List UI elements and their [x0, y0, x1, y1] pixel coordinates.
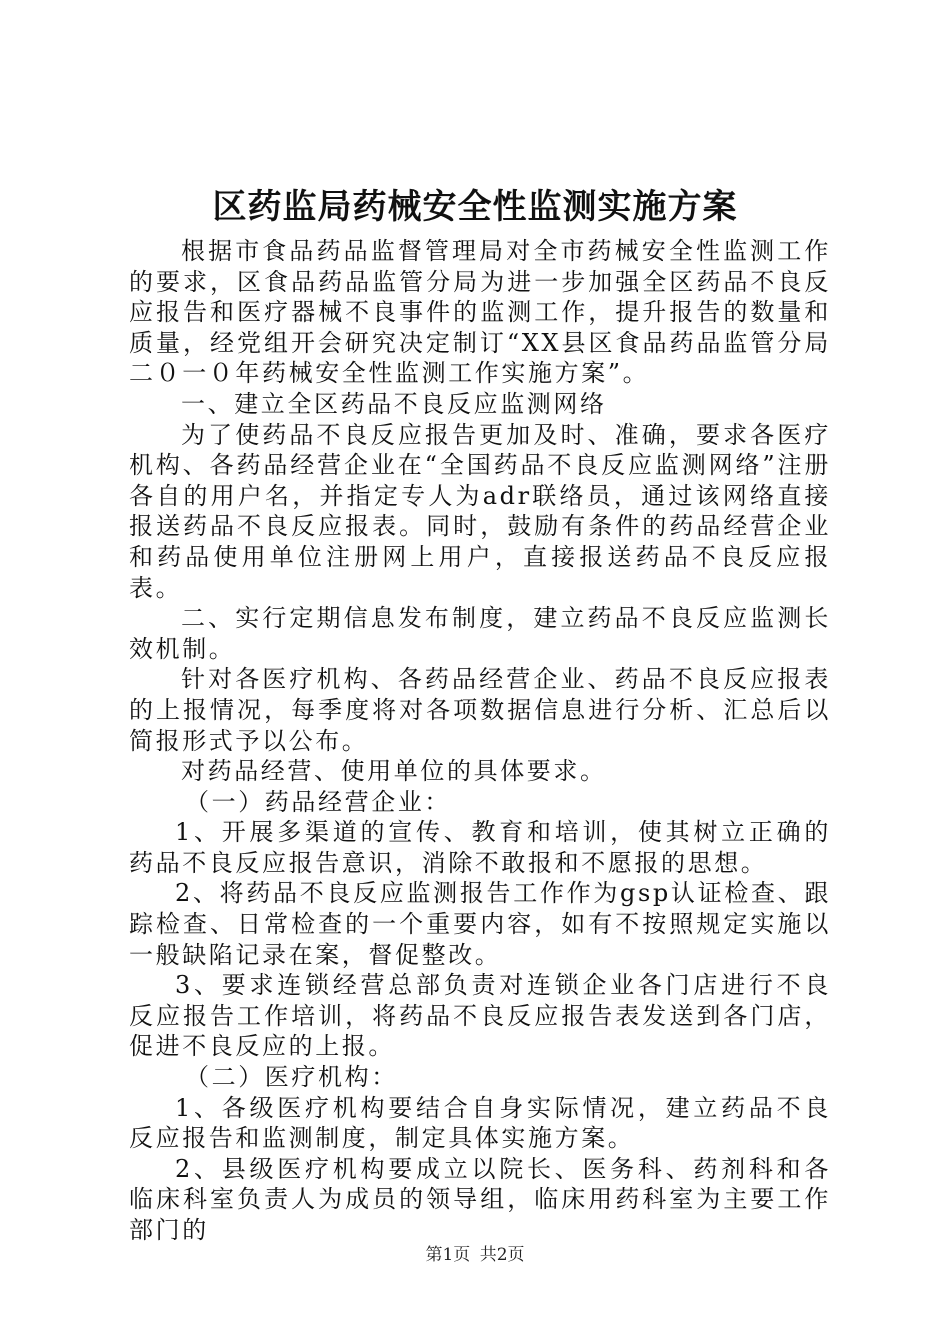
paragraph-network: 为了使药品不良反应报告更加及时、准确，要求各医疗机构、各药品经营企业在“全国药品不良反应监测网络”注册各自的用户名，并指定专人为adr联络员，通过该网络直接报送药品不良反应报表。同时，鼓励有条件的药品经营企业和药品使用单位注册网上用户，直接报送药品不良反应报表。 [129, 420, 831, 602]
section-heading-2: 二、实行定期信息发布制度，建立药品不良反应监测长效机制。 [129, 604, 831, 663]
list-item: 2、县级医疗机构要成立以院长、医务科、药剂科和各临床科室负责人为成员的领导组，临床用药科室为主要工作部门的 [129, 1154, 831, 1244]
page-footer [0, 1243, 950, 1267]
section-heading-1: 一、建立全区药品不良反应监测网络 [181, 389, 607, 418]
paragraph-intro: 根据市食品药品监督管理局对全市药械安全性监测工作的要求，区食品药品监管分局为进一步加强全区药品不良反应报告和医疗器械不良事件的监测工作，提升报告的数量和质量，经党组开会研究决定制订“XX县区食品药品监管分局二０一０年药械安全性监测工作实施方案”。 [129, 237, 831, 388]
list-item: 1、各级医疗机构要结合自身实际情况，建立药品不良反应报告和监测制度，制定具体实施方案。 [129, 1093, 831, 1153]
list-item: 1、开展多渠道的宣传、教育和培训，使其树立正确的药品不良反应报告意识，消除不敢报和不愿报的思想。 [129, 818, 831, 877]
document-title: 区药监局药械安全性监测实施方案 [212, 187, 738, 227]
subheading-medical-institutions: （二）医疗机构： [185, 1063, 398, 1092]
paragraph-requirements: 对药品经营、使用单位的具体要求。 [181, 757, 607, 786]
list-item: 2、将药品不良反应监测报告工作作为gsp认证检查、跟踪检查、日常检查的一个重要内容，如有不按照规定实施以一般缺陷记录在案，督促整改。 [129, 879, 831, 969]
page-number: 第1页 [425, 1245, 471, 1265]
paragraph-briefing: 针对各医疗机构、各药品经营企业、药品不良反应报表的上报情况，每季度将对各项数据信息进行分析、汇总后以简报形式予以公布。 [129, 665, 831, 755]
document-body [129, 236, 831, 1246]
subheading-pharmacies: （一）药品经营企业： [185, 787, 451, 816]
list-item: 3、要求连锁经营总部负责对连锁企业各门店进行不良反应报告工作培训，将药品不良反应报告表发送到各门店，促进不良反应的上报。 [129, 971, 831, 1061]
page-total: 共2页 [479, 1245, 525, 1265]
